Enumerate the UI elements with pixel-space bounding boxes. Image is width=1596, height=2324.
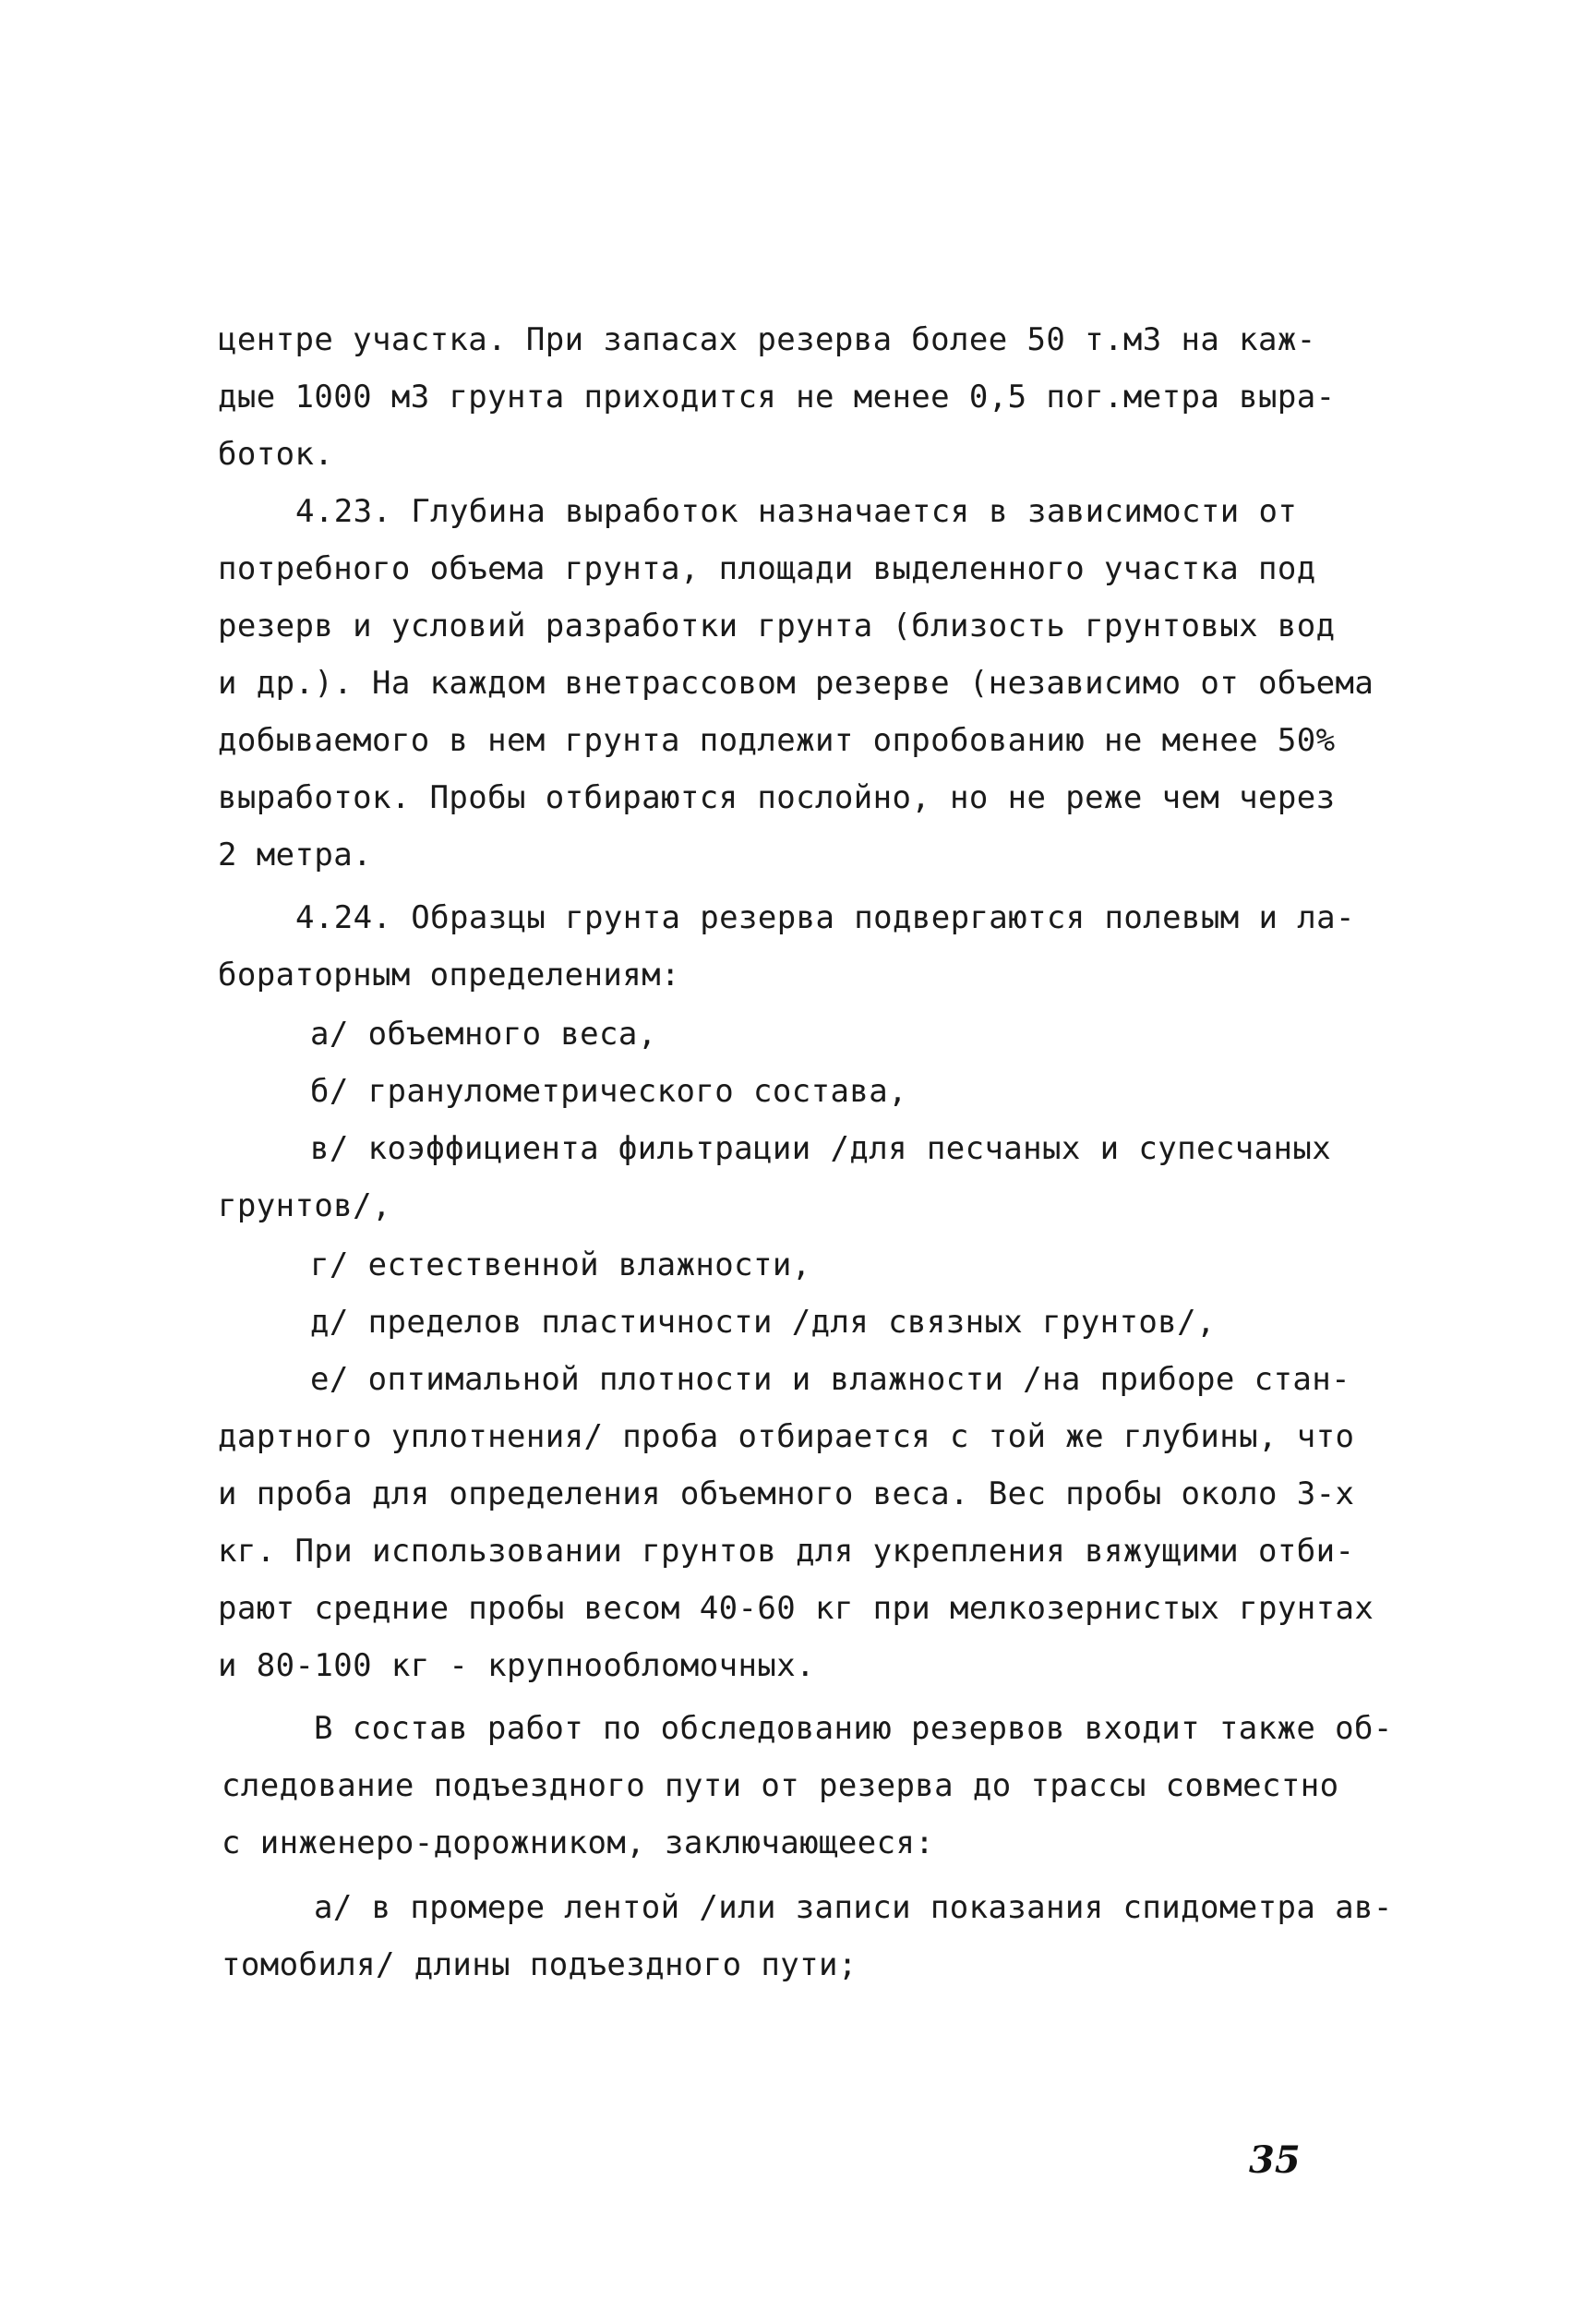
list-item: а/ в промере лентой /или записи показания спидометра ав-: [314, 1889, 1393, 1926]
text-line: дые 1000 м3 грунта приходится не менее 0,5 пог.метра выра-: [218, 379, 1336, 415]
page-number: 35: [1249, 2138, 1301, 2182]
text-line: потребного объема грунта, площади выделенного участка под: [218, 550, 1316, 587]
text-line: 4.24. Образцы грунта резерва подвергаются полевым и ла-: [295, 899, 1355, 936]
text-line: В состав работ по обследованию резервов входит также об-: [314, 1710, 1393, 1747]
list-item: е/ оптимальной плотности и влажности /на приборе стан-: [310, 1361, 1350, 1398]
text-line: выработок. Пробы отбираются послойно, но не реже чем через: [218, 779, 1336, 816]
list-item: д/ пределов пластичности /для связных грунтов/,: [310, 1304, 1216, 1341]
text-line: следование подъездного пути от резерва до трассы совместно: [222, 1767, 1339, 1804]
text-line: грунтов/,: [218, 1187, 391, 1224]
text-line: дартного уплотнения/ проба отбирается с той же глубины, что: [218, 1418, 1355, 1455]
list-item: в/ коэффициента фильтрации /для песчаных и супесчаных: [310, 1130, 1332, 1167]
list-item: а/ объемного веса,: [310, 1016, 657, 1053]
text-line: 4.23. Глубина выработок назначается в зависимости от: [295, 493, 1298, 530]
text-line: с инженеро-дорожником, заключающееся:: [222, 1824, 935, 1861]
list-item: б/ гранулометрического состава,: [310, 1073, 907, 1110]
text-line: центре участка. При запасах резерва более 50 т.м3 на каж-: [218, 321, 1316, 358]
text-line: боток.: [218, 436, 334, 473]
text-line: резерв и условий разработки грунта (близость грунтовых вод: [218, 608, 1336, 644]
text-line: рают средние пробы весом 40-60 кг при мелкозернистых грунтах: [218, 1590, 1374, 1627]
text-line: и 80-100 кг - крупнообломочных.: [218, 1647, 815, 1684]
text-line: бораторным определениям:: [218, 957, 680, 993]
text-line: добываемого в нем грунта подлежит опробованию не менее 50%: [218, 722, 1336, 759]
list-item: г/ естественной влажности,: [310, 1246, 811, 1283]
text-line: кг. При использовании грунтов для укрепления вяжущими отби-: [218, 1533, 1355, 1570]
text-line: томобиля/ длины подъездного пути;: [222, 1946, 858, 1983]
text-line: и проба для определения объемного веса. Вес пробы около 3-х: [218, 1475, 1355, 1512]
text-line: и др.). На каждом внетрассовом резерве (независимо от объема: [218, 665, 1374, 702]
text-line: 2 метра.: [218, 837, 372, 873]
